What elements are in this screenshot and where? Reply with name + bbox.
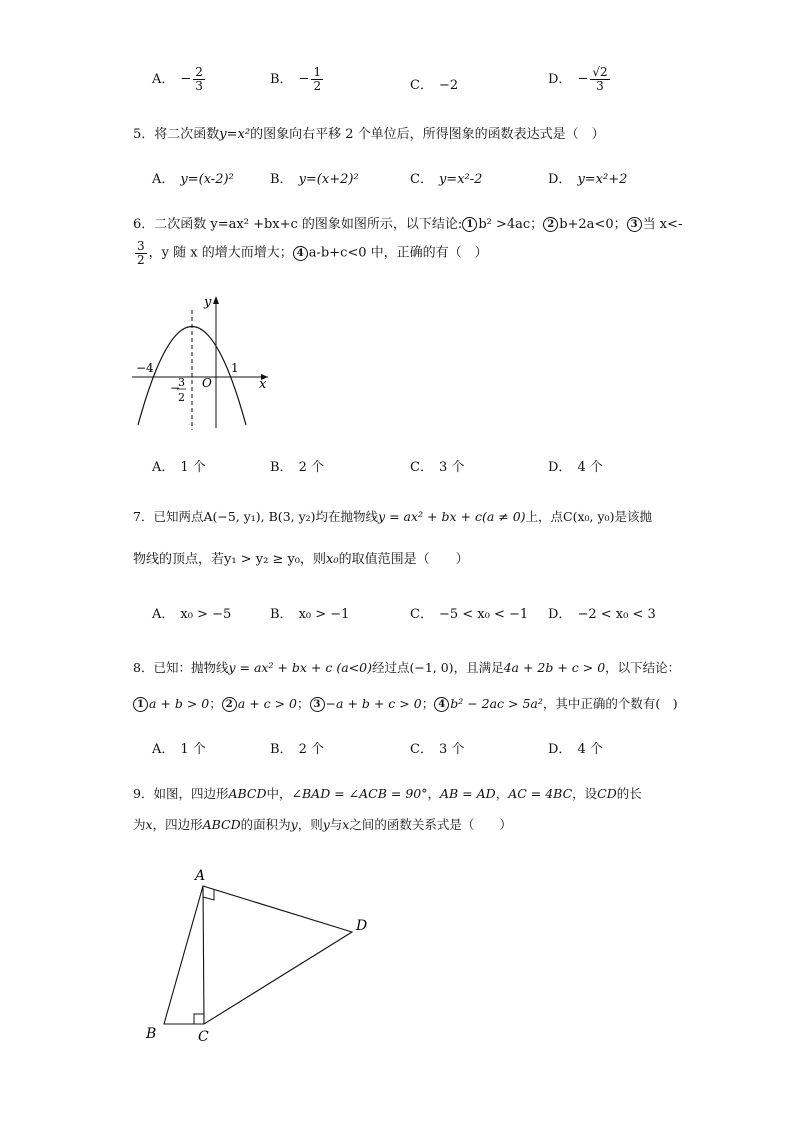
q6-option-d[interactable]: D． 4 个 [548, 460, 603, 475]
q5-option-c[interactable]: C． y=x²-2 [410, 172, 483, 187]
vertex-b-label: B [146, 1026, 157, 1042]
right-angle-mark-a [203, 890, 214, 900]
symmetry-sign: − [170, 381, 181, 395]
circled-number: 1 [462, 217, 477, 232]
circled-number: 1 [133, 697, 148, 712]
q4-option-d[interactable]: D． − $\frac{√2}{3}$ [548, 65, 608, 93]
x-axis-label: x [259, 377, 267, 392]
y-axis-label: y [204, 295, 212, 310]
circled-number: 3 [627, 217, 642, 232]
q8-option-b[interactable]: B． 2 个 [270, 742, 324, 757]
q9-stem-line2: 为x，四边形ABCD的面积为y，则y与x之间的函数关系式是（ ） [133, 817, 512, 832]
fraction: $\frac{3}{2}$ [137, 239, 145, 267]
vertex-d-label: D [356, 918, 368, 934]
symmetry-num: 3 [178, 376, 185, 389]
y-axis-arrow [213, 296, 219, 304]
fraction: $\frac{2}{3}$ [195, 65, 203, 93]
circled-number: 3 [310, 697, 325, 712]
q5-stem: 5．将二次函数y=x²的图象向右平移 2 个单位后，所得图象的函数表达式是（ ） [133, 127, 605, 142]
symmetry-den: 2 [178, 391, 185, 404]
circled-number: 4 [293, 246, 308, 261]
q8-option-d[interactable]: D． 4 个 [548, 742, 603, 757]
diagonal-ac [203, 886, 204, 1024]
q7-option-c[interactable]: C． −5 < x₀ < −1 [410, 607, 529, 622]
circled-number: 2 [543, 217, 558, 232]
left-root-label: −4 [136, 361, 154, 375]
fraction: $\frac{√2}{3}$ [592, 65, 608, 93]
q4-option-a[interactable]: A． − $\frac{2}{3}$ [152, 65, 203, 93]
right-root-label: 1 [231, 361, 239, 375]
right-angle-mark-c [194, 1014, 204, 1024]
q6-parabola-graph [128, 290, 278, 430]
vertex-c-label: C [198, 1029, 209, 1045]
q5-option-d[interactable]: D． y=x²+2 [548, 172, 628, 187]
q6-stem-line2: $\frac{3}{2}$ ，y 随 x 的增大而增大； 4 a-b+c<0 中，正确的有（ ） [137, 239, 488, 267]
q6-option-b[interactable]: B． 2 个 [270, 460, 324, 475]
q4-option-b[interactable]: B． − $\frac{1}{2}$ [270, 65, 322, 93]
q6-stem-line1: 6．二次函数 y=ax² +bx+c 的图象如图所示，以下结论: 1 b² >4ac； 2 b+2a<0； 3 当 x<- [133, 217, 683, 232]
q6-option-c[interactable]: C． 3 个 [410, 460, 465, 475]
q7-option-b[interactable]: B． x₀ > −1 [270, 607, 350, 622]
q6-option-a[interactable]: A． 1 个 [152, 460, 206, 475]
q8-option-a[interactable]: A． 1 个 [152, 742, 206, 757]
quadrilateral-abcd [164, 886, 352, 1024]
q5-option-a[interactable]: A． y=(x-2)² [152, 172, 234, 187]
vertex-a-label: A [195, 868, 206, 884]
q9-stem-line1: 9．如图，四边形ABCD中，∠BAD = ∠ACB = 90°，AB = AD，AC = 4BC，设CD的长 [133, 786, 642, 801]
q5-option-b[interactable]: B． y=(x+2)² [270, 172, 359, 187]
q8-stem-line2: 1 a + b > 0； 2 a + c > 0； 3 −a + b + c > 0； 4 b² − 2ac > 5a²，其中正确的个数有( ) [133, 694, 678, 712]
q4-option-c[interactable]: C． −2 [410, 78, 459, 93]
fraction: $\frac{1}{2}$ [313, 65, 322, 93]
q8-option-c[interactable]: C． 3 个 [410, 742, 465, 757]
q8-stem-line1: 8．已知：抛物线y = ax² + bx + c (a<0)经过点(−1, 0)，且满足4a + 2b + c > 0，以下结论： [133, 660, 681, 675]
circled-number: 2 [222, 697, 237, 712]
origin-label: O [202, 376, 212, 390]
q7-stem-line1: 7．已知两点A(−5, y₁), B(3, y₂)均在抛物线y = ax² + bx + c(a ≠ 0)上，点C(x₀, y₀)是该抛 [133, 509, 652, 524]
q9-quadrilateral-figure [140, 860, 380, 1050]
q7-option-d[interactable]: D． −2 < x₀ < 3 [548, 607, 656, 622]
q7-stem-line2: 物线的顶点，若y₁ > y₂ ≥ y₀，则x₀的取值范围是（ ） [133, 552, 469, 567]
q7-option-a[interactable]: A． x₀ > −5 [152, 607, 232, 622]
circled-number: 4 [434, 697, 449, 712]
